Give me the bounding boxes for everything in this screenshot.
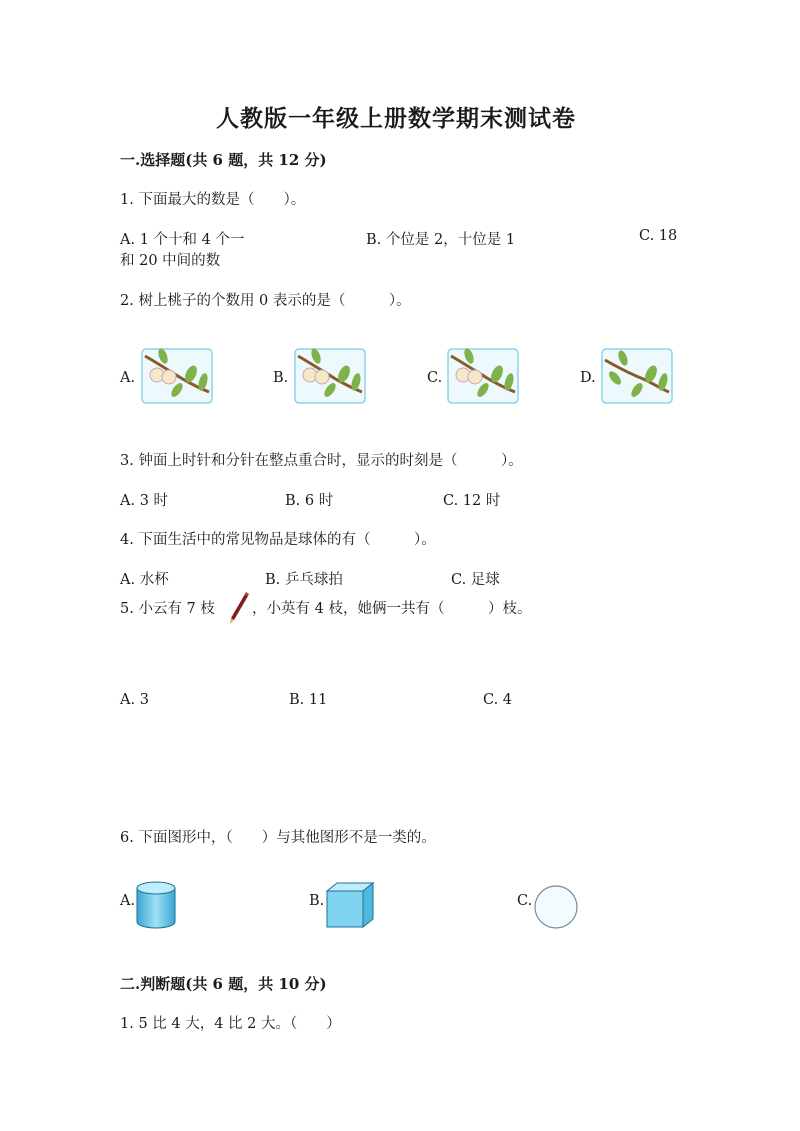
question-1: 1. 下面最大的数是（ ）。 — [120, 192, 306, 208]
q6-option-b: B. — [309, 893, 325, 909]
cylinder-icon — [135, 880, 177, 930]
empty-branch-icon — [601, 348, 673, 404]
circle-icon — [533, 884, 579, 930]
question-5-start: 5. 小云有 7 枝 — [120, 601, 215, 617]
page-title: 人教版一年级上册数学期末测试卷 — [216, 105, 576, 132]
q4-option-c: C. 足球 — [451, 572, 500, 588]
q4-option-a: A. 水杯 — [120, 572, 169, 588]
q3-option-c: C. 12 时 — [443, 493, 501, 509]
q6-option-c: C. — [517, 893, 533, 909]
q1-option-b: B. 个位是 2，十位是 1 — [366, 232, 516, 248]
q2-label-d: D. — [580, 370, 596, 386]
q2-label-b: B. — [273, 370, 289, 386]
cube-icon — [325, 881, 375, 929]
q2-label-a: A. — [120, 370, 136, 386]
pencil-icon — [226, 592, 250, 626]
q5-option-c: C. 4 — [483, 692, 513, 708]
q5-option-a: A. 3 — [120, 692, 149, 708]
question-3: 3. 钟面上时针和分针在整点重合时，显示的时刻是（ ）。 — [120, 453, 523, 469]
q3-option-b: B. 6 时 — [285, 493, 334, 509]
q4-option-b: B. 乒乓球拍 — [265, 572, 343, 588]
q1-option-c: C. 18 — [639, 228, 678, 244]
q6-option-a: A. — [120, 893, 136, 909]
judgement-question-1: 1. 5 比 4 大，4 比 2 大。（ ） — [120, 1016, 341, 1032]
q3-option-a: A. 3 时 — [120, 493, 169, 509]
question-6: 6. 下面图形中，（ ）与其他图形不是一类的。 — [120, 830, 436, 846]
peach-branch-icon — [141, 348, 213, 404]
question-5-end: ，小英有 4 枝，她俩一共有（ ）枝。 — [252, 601, 532, 617]
question-2: 2. 树上桃子的个数用 0 表示的是（ ）。 — [120, 293, 411, 309]
q5-option-b: B. 11 — [289, 692, 328, 708]
peach-branch-icon — [294, 348, 366, 404]
peach-branch-icon — [447, 348, 519, 404]
q2-label-c: C. — [427, 370, 443, 386]
q1-option-a-cont: 和 20 中间的数 — [120, 253, 221, 269]
q1-option-a: A. 1 个十和 4 个一 — [120, 232, 245, 248]
question-4: 4. 下面生活中的常见物品是球体的有（ ）。 — [120, 532, 436, 548]
section-heading-judgement: 二.判断题(共 6 题，共 10 分) — [120, 975, 327, 993]
section-heading-choice: 一.选择题(共 6 题，共 12 分) — [120, 151, 327, 169]
